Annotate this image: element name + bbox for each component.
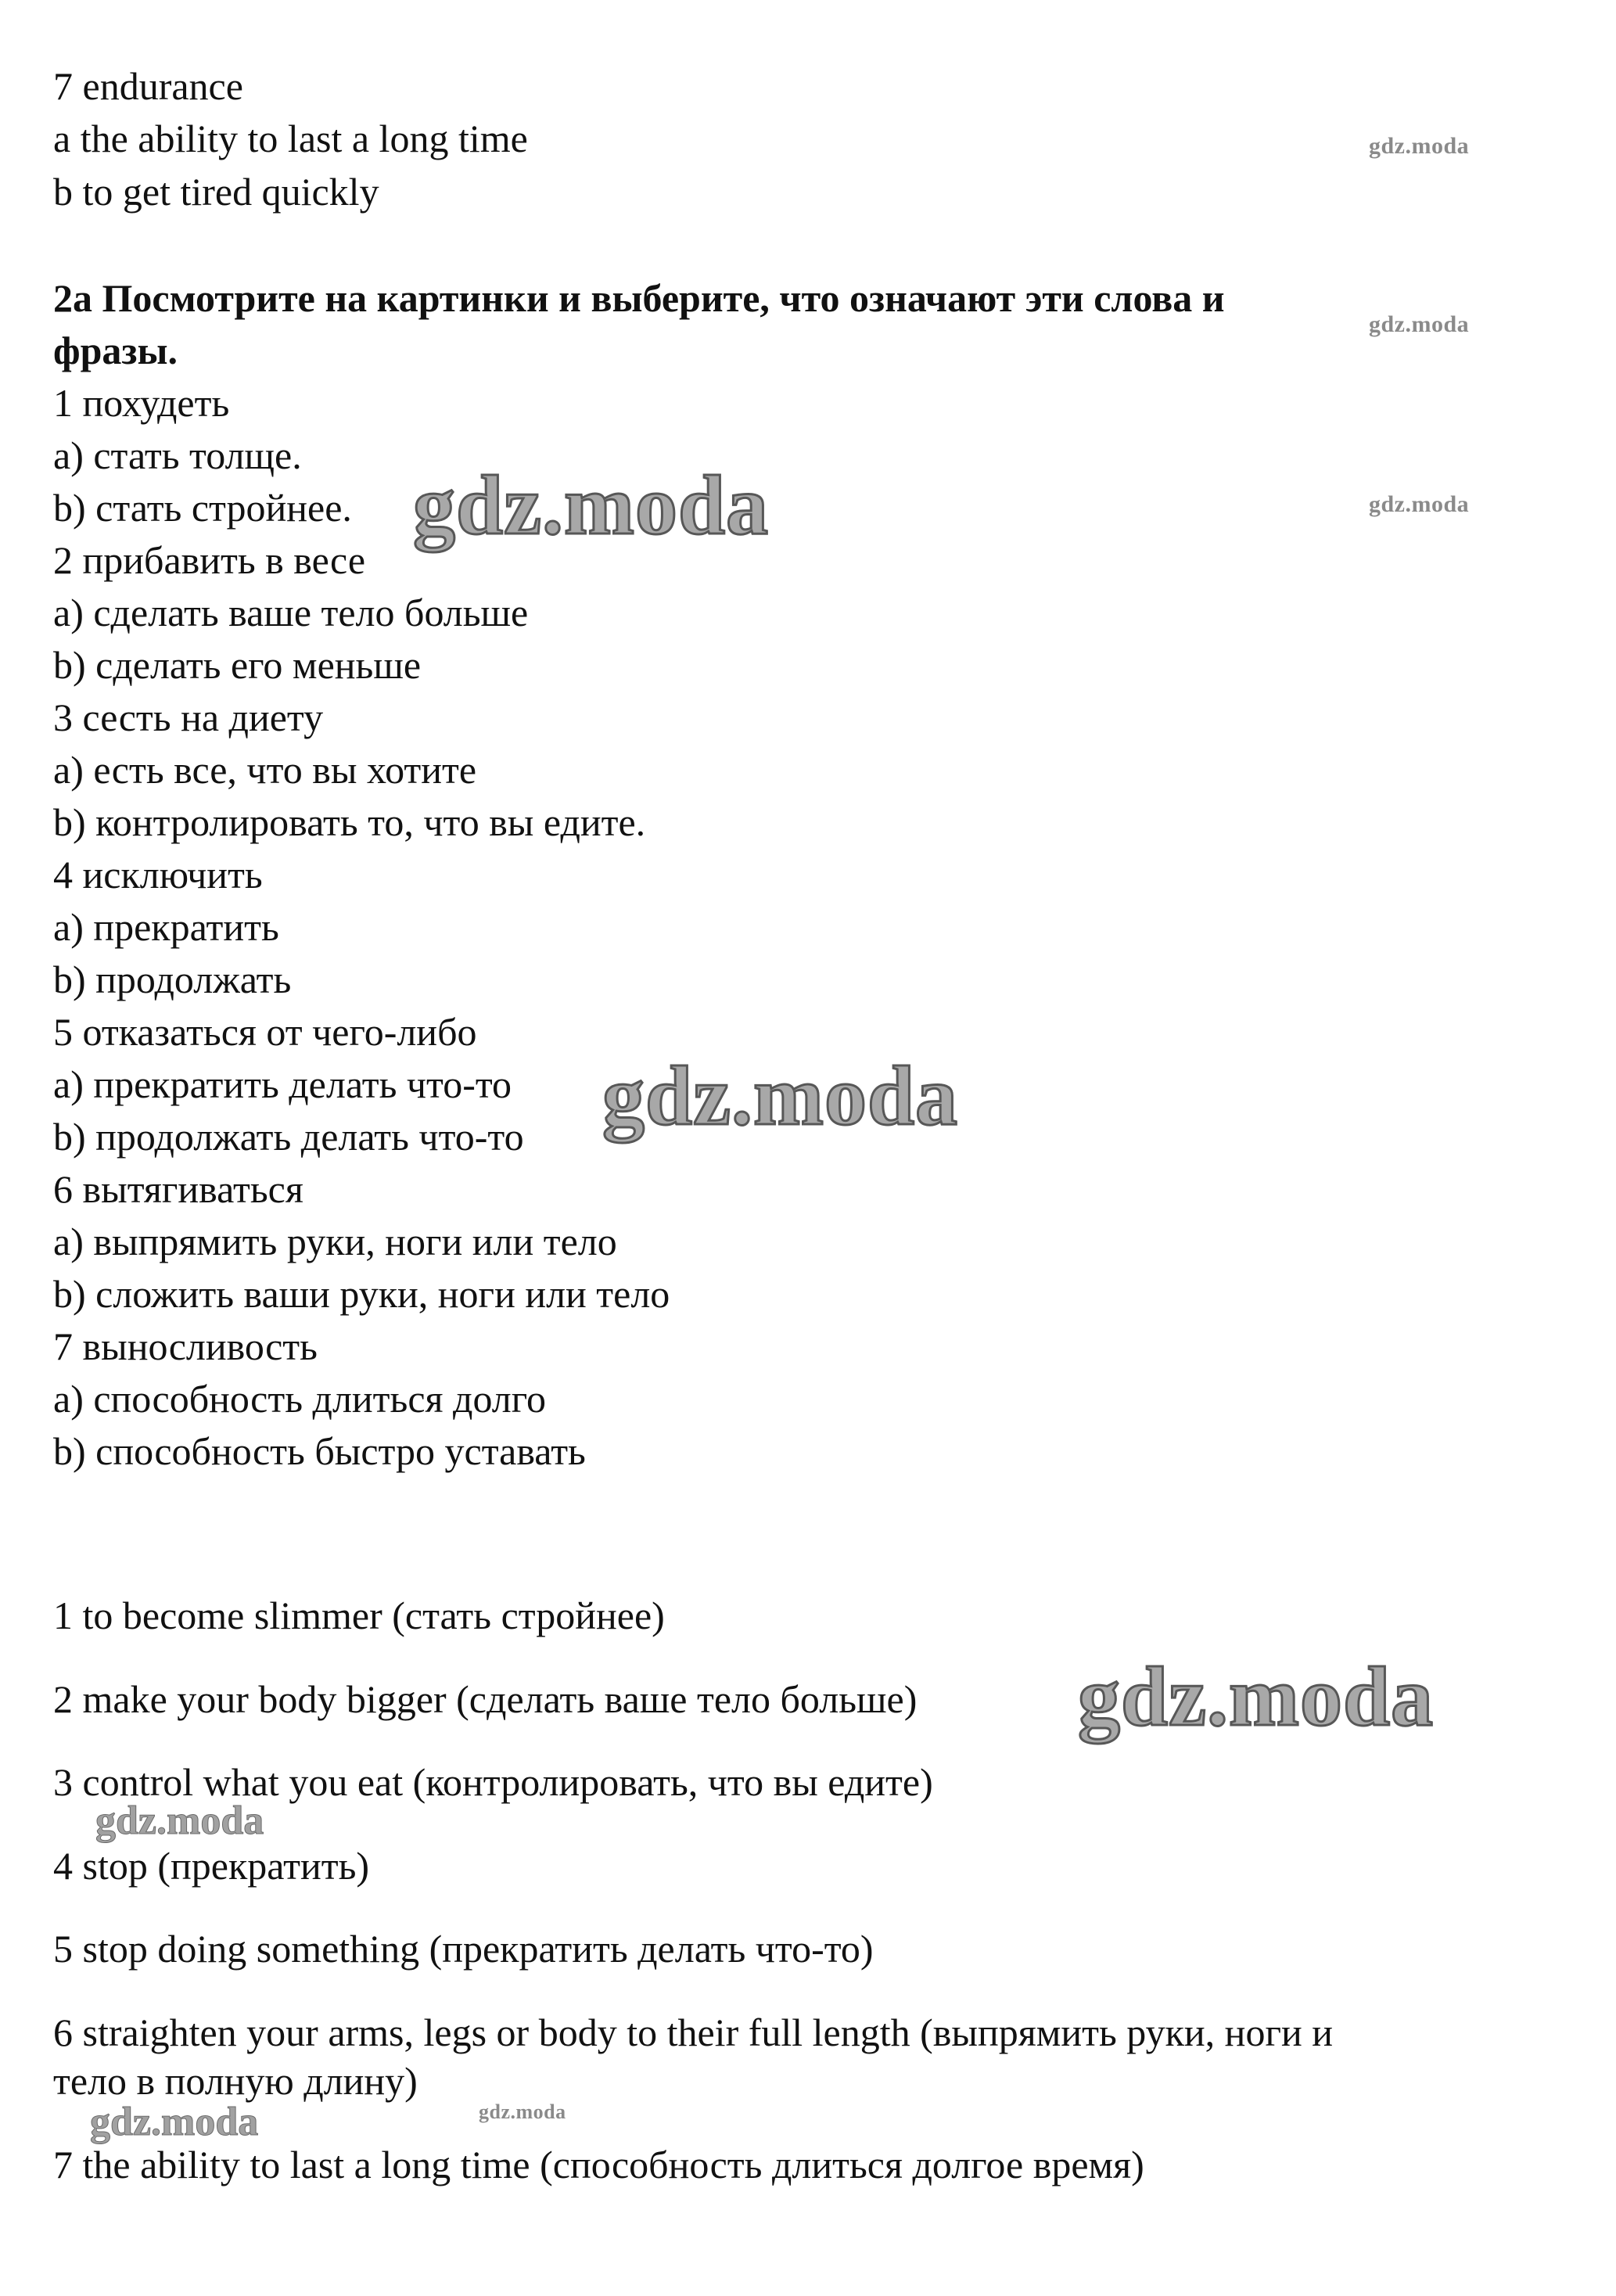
watermark: gdz.moda [1369, 311, 1470, 337]
watermark: gdz.moda [479, 2100, 566, 2123]
answer-line: 5 stop doing something (прекратить делать что-то) [53, 1927, 874, 1971]
watermark: gdz.moda [1369, 133, 1470, 159]
text-line: a) способность длиться долго [53, 1377, 547, 1421]
answer-line: 4 stop (прекратить) [53, 1844, 370, 1888]
answer-line: 3 control what you eat (контролировать, что вы едите) [53, 1760, 933, 1804]
text-line: a) есть все, что вы хотите [53, 748, 477, 792]
exercise-heading: 2a Посмотрите на картинки и выберите, что означают эти слова и [53, 276, 1225, 320]
text-line: b) контролировать то, что вы едите. [53, 800, 646, 844]
text-line: b) продолжать делать что-то [53, 1115, 524, 1159]
answer-line-cont: тело в полную длину) [53, 2059, 418, 2103]
text-line: a) выпрямить руки, ноги или тело [53, 1220, 617, 1263]
text-line: a) стать толще. [53, 433, 302, 477]
text-line: 6 вытягиваться [53, 1167, 303, 1211]
watermark-large: gdz.moda [602, 1050, 959, 1143]
answer-line: 2 make your body bigger (сделать ваше тело больше) [53, 1677, 918, 1721]
watermark-medium: gdz.moda [90, 2100, 259, 2144]
answer-line: 1 to become slimmer (стать стройнее) [53, 1594, 665, 1637]
text-line: 5 отказаться от чего-либо [53, 1010, 477, 1054]
answer-line: 7 the ability to last a long time (способность длиться долгое время) [53, 2143, 1144, 2186]
watermark: gdz.moda [1369, 491, 1470, 517]
text-line: b) сложить ваши руки, ноги или тело [53, 1272, 670, 1316]
watermark-medium: gdz.moda [95, 1798, 264, 1843]
text-line: 7 выносливость [53, 1324, 318, 1368]
answer-line: 6 straighten your arms, legs or body to their full length (выпрямить руки, ноги и [53, 2010, 1333, 2054]
text-line: 4 исключить [53, 853, 263, 896]
text-line: b) способность быстро уставать [53, 1429, 586, 1473]
text-line: 3 сесть на диету [53, 695, 324, 739]
watermark-large: gdz.moda [413, 459, 770, 552]
text-line: 7 endurance [53, 64, 243, 108]
text-line: a) прекратить [53, 905, 279, 949]
text-line: a) сделать ваше тело больше [53, 591, 529, 634]
text-line: b) продолжать [53, 958, 292, 1001]
text-line: b) стать стройнее. [53, 486, 352, 530]
text-line: b to get tired quickly [53, 170, 379, 214]
exercise-heading-cont: фразы. [53, 329, 178, 372]
watermark-large: gdz.moda [1078, 1651, 1435, 1744]
text-line: b) сделать его меньше [53, 643, 422, 687]
text-line: 2 прибавить в весе [53, 538, 366, 582]
text-line: a) прекратить делать что-то [53, 1062, 512, 1106]
text-line: 1 похудеть [53, 381, 230, 425]
text-line: a the ability to last a long time [53, 117, 528, 160]
